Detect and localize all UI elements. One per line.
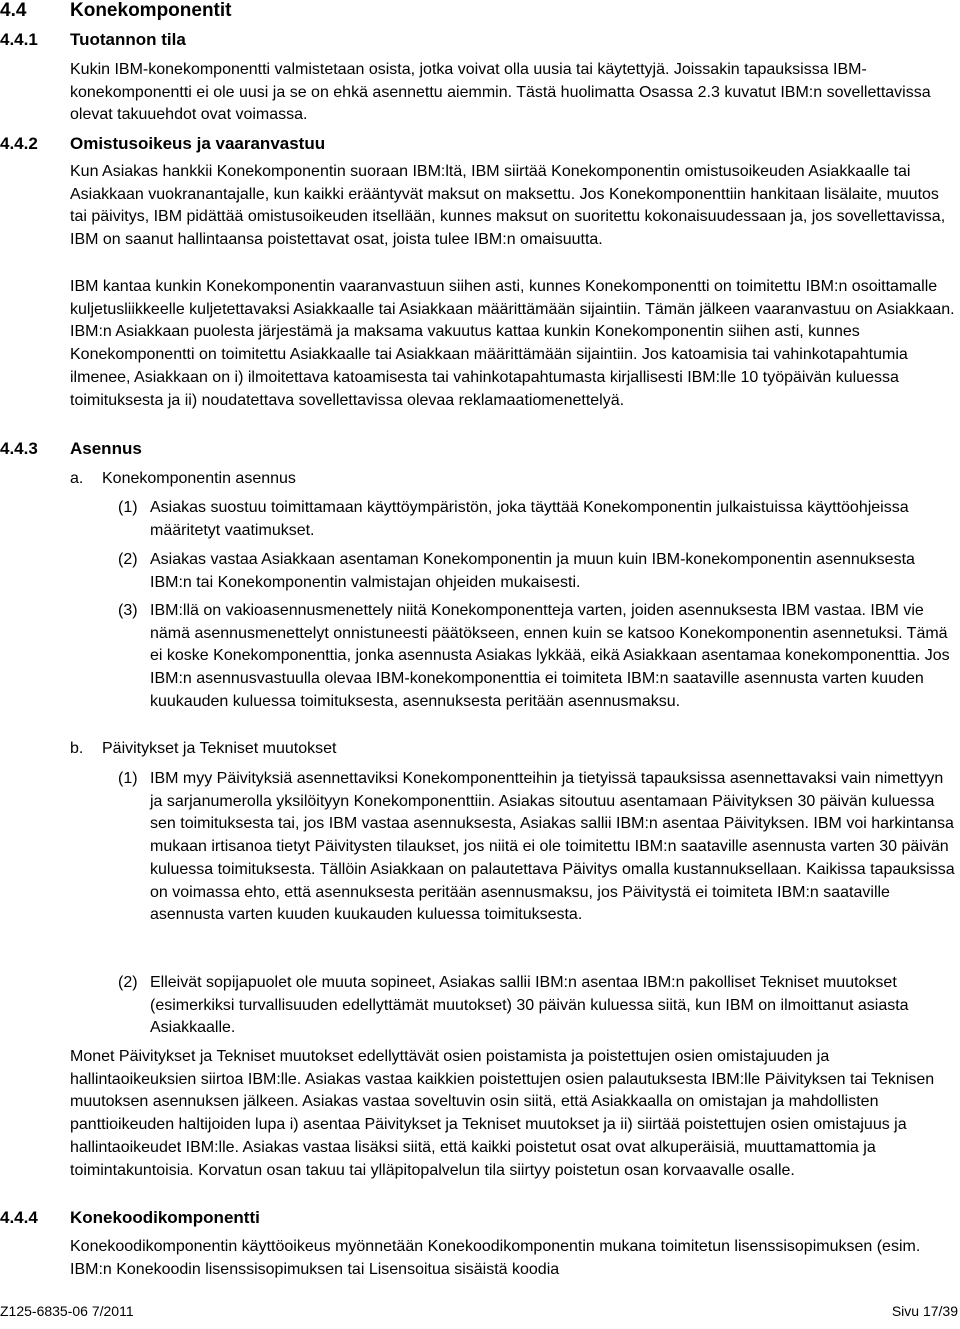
- paragraph: IBM kantaa kunkin Konekomponentin vaaranvastuun siihen asti, kunnes Konekomponentti on toimitettu IBM:n osoittamalle kuljetusliikkeelle kuljetettavaksi Asiakkaalle tai Asiakkaan määrittämään sijaintiin. Tämän jälkeen vaaranvastuu on Asiakkaan. IBM:n Asiakkaan puolesta järjestämä ja maksama vakuutus kattaa kunkin Konekomponentin siihen asti, kunnes Konekomponentti on toimitettu Asiakkaalle tai Asiakkaan määrittämään sijaintiin. Jos katoamisia tai vahinkotapahtumia ilmenee, Asiakkaan on i) ilmoitettava katoamisesta tai vahinkotapahtumasta kirjallisesti IBM:lle 10 työpäivän kuluessa toimituksesta ja ii) noudatettava sovellettavissa olevaa reklamaatiomenettelyä.: [70, 278, 955, 409]
- item-number: (2): [118, 551, 138, 568]
- list-item: [118, 497, 958, 542]
- footer-doc-id: Z125-6835-06 7/2011: [0, 1303, 134, 1319]
- list-label-b: [70, 738, 336, 761]
- footer-page-number: Sivu 17/39: [891, 1303, 958, 1319]
- list-label-a: [70, 468, 296, 491]
- item-number: (1): [118, 770, 138, 787]
- list-title: Konekomponentin asennus: [102, 470, 296, 487]
- subsection-title: Konekoodikomponentti: [70, 1208, 260, 1227]
- subsection-number: 4.4.1: [0, 30, 38, 49]
- section-title: Konekomponentit: [70, 0, 232, 21]
- subsection-number: 4.4.3: [0, 439, 38, 458]
- item-text: IBM:llä on vakioasennusmenettely niitä Konekomponentteja varten, joiden asennuksesta IBM vastaa. IBM vie nämä asennusmenettelyt onnistuneesti päätökseen, ennen kuin se katsoo Konekomponentin asennetuksi. Tämä ei koske Konekomponenttia, jonka asennusta Asiakas lykkää, eikä Asiakkaan asentamaa konekomponenttia. Jos IBM:n asennusvastuulla olevaa IBM-konekomponenttia ei toimiteta IBM:n saataville asennusta varten kuuden kuukauden kuluessa toimituksesta, asennuksesta peritään asennusmaksu.: [150, 602, 950, 710]
- subsection-number: 4.4.4: [0, 1208, 38, 1227]
- section-number: 4.4: [0, 0, 27, 21]
- item-text: Asiakas vastaa Asiakkaan asentaman Konekomponentin ja muun kuin IBM-konekomponentin asennuksesta IBM:n tai Konekomponentin valmistajan ohjeiden mukaisesti.: [150, 551, 915, 591]
- list-item: [118, 768, 958, 927]
- list-title: Päivitykset ja Tekniset muutokset: [102, 740, 337, 757]
- list-item: [118, 600, 958, 714]
- list-item: [118, 549, 958, 594]
- list-letter: a.: [70, 470, 84, 487]
- subsection-number: 4.4.2: [0, 134, 38, 153]
- list-item: [118, 972, 958, 1040]
- subsection-title: Asennus: [70, 439, 142, 458]
- subsection-title: Tuotannon tila: [70, 30, 186, 49]
- item-number: (1): [118, 499, 138, 516]
- item-text: Asiakas suostuu toimittamaan käyttöympäristön, joka täyttää Konekomponentin julkaistuissa käyttöohjeissa määritetyt vaatimukset.: [150, 499, 909, 539]
- item-text: IBM myy Päivityksiä asennettaviksi Konekomponentteihin ja tietyissä tapauksissa asennettavaksi vain nimettyyn ja sarjanumerolla yksilöityyn Konekomponenttiin. Asiakas sitoutuu asentamaan Päivityksen 30 päivän kuluessa sen toimituksesta tai, jos IBM vastaa asennuksesta, Asiakas sallii IBM:n asentaa Päivityksen. IBM voi harkintansa mukaan irtisanoa tietyt Päivitysten tilaukset, jos niitä ei ole toimitettu IBM:n saataville asennusta varten 30 päivän kuluessa toimituksesta. Tällöin Asiakkaan on palautettava Päivitys omalla kustannuksellaan. Kaikissa tapauksissa on voimassa ehto, että asennuksesta peritään asennusmaksu, jos Päivitystä ei toimiteta IBM:n saataville asennusta varten kuuden kuukauden kuluessa toimituksesta.: [150, 770, 955, 924]
- item-number: (2): [118, 974, 138, 991]
- item-text: Elleivät sopijapuolet ole muuta sopineet, Asiakas sallii IBM:n asentaa IBM:n pakolliset Tekniset muutokset (esimerkiksi turvallisuuden edellyttämät muutokset) 30 päivän kuluessa siitä, kun IBM on ilmoittanut asiasta Asiakkaalle.: [150, 974, 909, 1037]
- subsection-title: Omistusoikeus ja vaaranvastuu: [70, 134, 326, 153]
- list-letter: b.: [70, 740, 84, 757]
- paragraph: Konekoodikomponentin käyttöoikeus myönnetään Konekoodikomponentin mukana toimitetun lisenssisopimuksen (esim. IBM:n Konekoodin lisenssisopimuksen tai Lisensoitua sisäistä koodia: [70, 1238, 921, 1278]
- paragraph: Kukin IBM-konekomponentti valmistetaan osista, jotka voivat olla uusia tai käytettyjä. Joissakin tapauksissa IBM-konekomponentti ei ole uusi ja se on ehkä asennettu aiemmin. Tästä huolimatta Osassa 2.3 kuvatut IBM:n sovellettavissa olevat takuuehdot ovat voimassa.: [70, 61, 931, 124]
- item-number: (3): [118, 602, 138, 619]
- paragraph: Kun Asiakas hankkii Konekomponentin suoraan IBM:ltä, IBM siirtää Konekomponentin omistusoikeuden Asiakkaalle tai Asiakkaan vuokranantajalle, kun kaikki erääntyvät maksut on maksettu. Jos Konekomponenttiin hankitaan lisälaite, muutos tai päivitys, IBM pidättää omistusoikeuden itsellään, kunnes maksut on suoritettu kokonaisuudessaan ja, jos sovellettavissa, IBM on saanut hallintaansa poistettavat osat, joista tulee IBM:n omaisuutta.: [70, 163, 946, 249]
- paragraph: Monet Päivitykset ja Tekniset muutokset edellyttävät osien poistamista ja poistettujen osien omistajuuden ja hallintaoikeuksien siirtoa IBM:lle. Asiakas vastaa kaikkien poistettujen osien palautuksesta IBM:lle Päivityksen tai Teknisen muutoksen asennuksen jälkeen. Asiakas vastaa soveltuvin osin siitä, että Asiakkaalla on omistajan ja mahdollisten panttioikeuden haltijoiden lupa i) asentaa Päivitykset ja Tekniset muutokset ja ii) siirtää poistettujen osien omistajuus ja hallintaoikeudet IBM:lle. Asiakas vastaa lisäksi siitä, että kaikki poistetut osat ovat alkuperäisiä, muuttamattomia ja toimintakuntoisia. Korvatun osan takuu tai ylläpitopalvelun tila siirtyy poistetun osan korvaavalle osalle.: [70, 1048, 935, 1179]
